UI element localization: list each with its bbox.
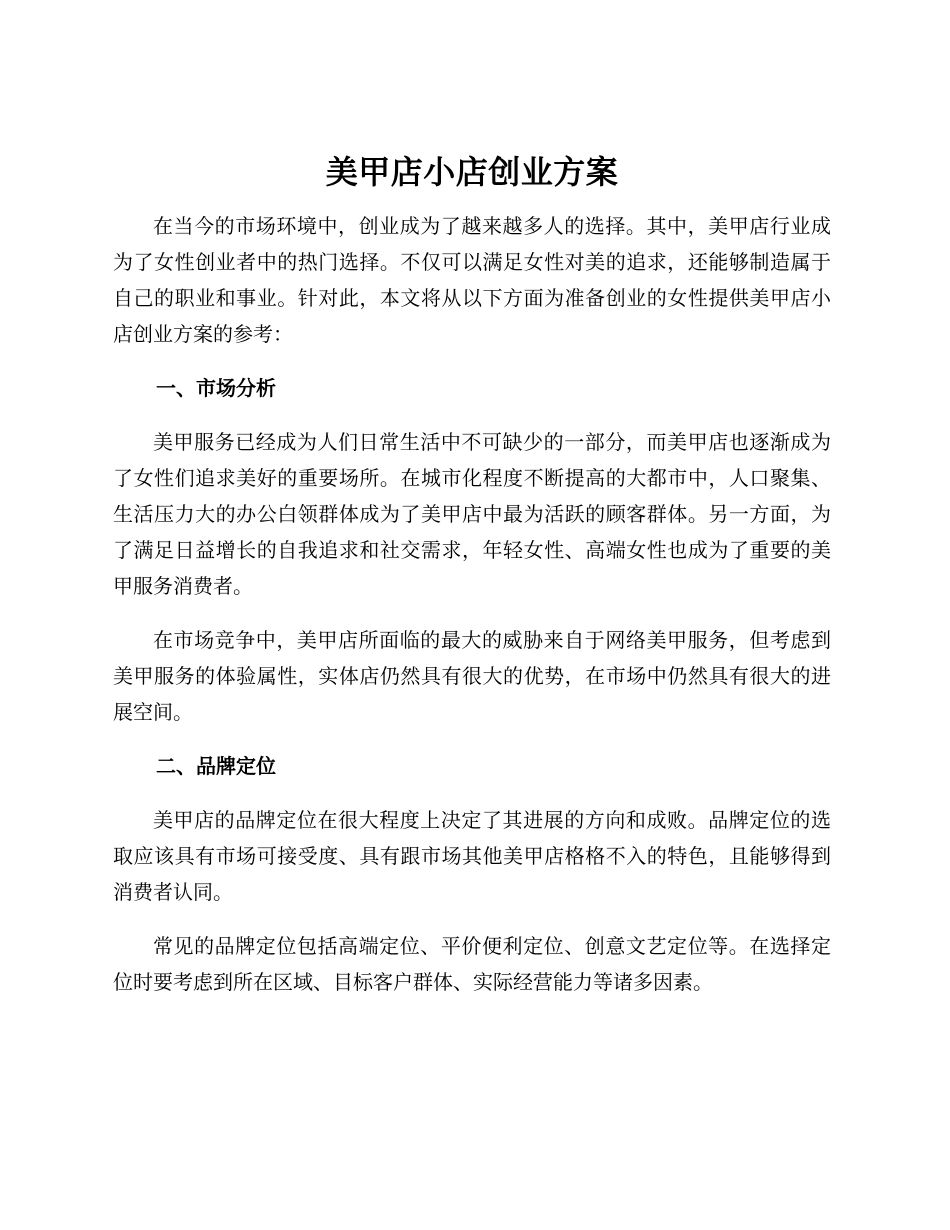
market-analysis-paragraph-1: 美甲服务已经成为人们日常生活中不可缺少的一部分，而美甲店也逐渐成为了女性们追求美好的重要场所。在城市化程度不断提高的大都市中，人口聚集、生活压力大的办公白领群体成为了美甲店中最为活跃的顾客群体。另一方面，为了满足日益增长的自我追求和社交需求，年轻女性、高端女性也成为了重要的美甲服务消费者。 [113,430,831,598]
section-heading-market-analysis: 一、市场分析 [156,376,276,400]
brand-positioning-paragraph-1: 美甲店的品牌定位在很大程度上决定了其进展的方向和成败。品牌定位的选取应该具有市场可接受度、具有跟市场其他美甲店格格不入的特色，且能够得到消费者认同。 [113,808,831,904]
market-analysis-paragraph-2: 在市场竞争中，美甲店所面临的最大的威胁来自于网络美甲服务，但考虑到美甲服务的体验属性，实体店仍然具有很大的优势，在市场中仍然具有很大的进展空间。 [113,628,831,724]
intro-paragraph: 在当今的市场环境中，创业成为了越来越多人的选择。其中，美甲店行业成为了女性创业者中的热门选择。不仅可以满足女性对美的追求，还能够制造属于自己的职业和事业。针对此，本文将从以下方面为准备创业的女性提供美甲店小店创业方案的参考： [113,214,831,346]
section-heading-brand-positioning: 二、品牌定位 [156,754,276,778]
brand-positioning-paragraph-2: 常见的品牌定位包括高端定位、平价便利定位、创意文艺定位等。在选择定位时要考虑到所在区域、目标客户群体、实际经营能力等诸多因素。 [113,934,831,994]
document-title: 美甲店小店创业方案 [325,153,619,191]
document-body [113,150,831,1000]
